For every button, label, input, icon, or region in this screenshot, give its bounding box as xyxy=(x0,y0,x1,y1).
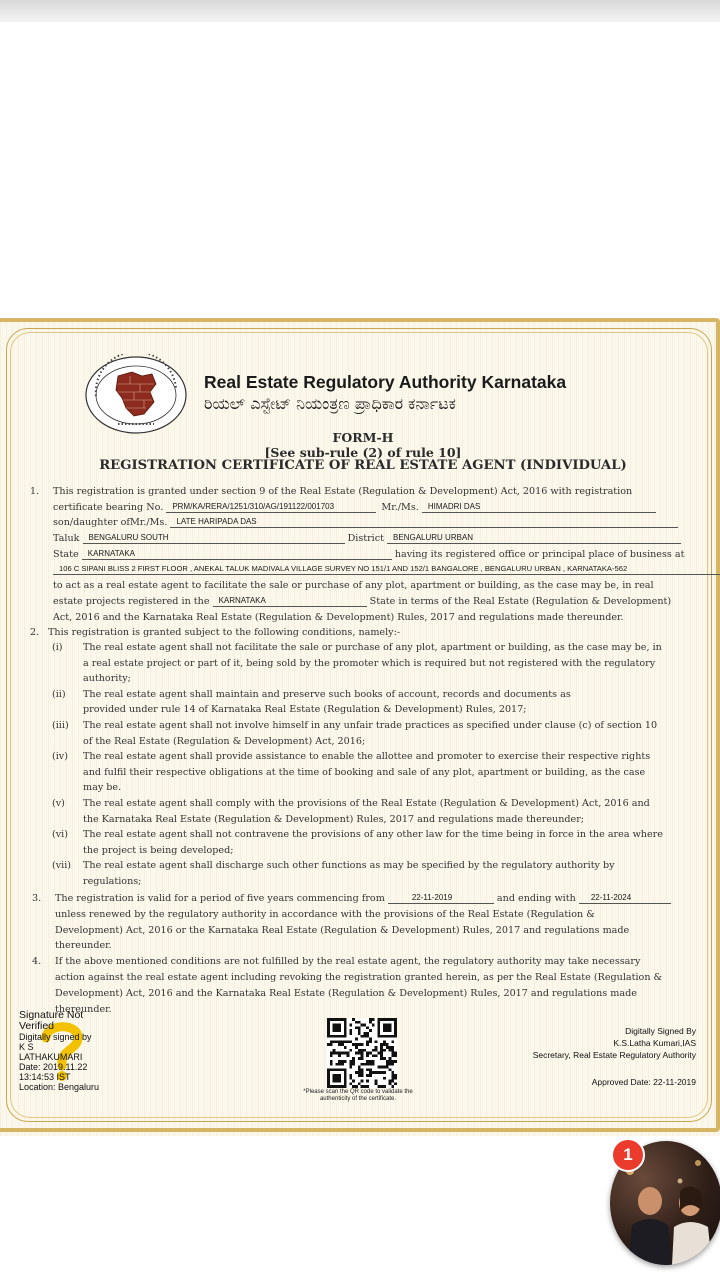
signature-line: Location: Bengaluru xyxy=(19,1082,100,1092)
para-1-line xyxy=(53,517,678,528)
taluk-value: BENGALURU SOUTH xyxy=(83,533,345,544)
project-suffix: State in terms of the Real Estate (Regulation & Development) xyxy=(369,596,672,607)
office-text: having its registered office or principal place of business at xyxy=(394,549,685,560)
para-1-line: This registration is granted under section 9 of the Real Estate (Regulation & Development) Act, 2016 with registration xyxy=(53,486,633,497)
validity-start-date: 22-11-2019 xyxy=(388,893,494,904)
registration-number: PRM/KA/RERA/1251/310/AG/191122/001703 xyxy=(166,502,376,513)
salutation-label: Mr./Ms. xyxy=(381,502,419,513)
form-title: FORM-H xyxy=(332,430,394,445)
condition-number: (iv) xyxy=(52,751,68,763)
para-3-line: unless renewed by the regulatory authority in accordance with the provisions of the Real Estate (Regulation & xyxy=(55,909,595,920)
para-3-line xyxy=(55,893,671,904)
qr-instruction: *Please scan the QR code to validate the authenticity of the certificate. xyxy=(303,1089,413,1102)
signature-status: Signature Not Verified xyxy=(19,1009,84,1032)
condition-line: provided under rule 14 of Karnataka Real Estate (Regulation & Development) Rules, 2017; xyxy=(83,704,527,716)
qr-code xyxy=(326,1018,398,1088)
condition-line: The real estate agent shall comply with the provisions of the Real Estate (Regulation & Development) Act, 2016 and xyxy=(83,798,650,809)
condition-number: (vi) xyxy=(52,829,68,841)
parent-label: son/daughter ofMr./Ms. xyxy=(53,517,168,528)
signatory-line: Digitally Signed By xyxy=(625,1026,696,1036)
para-3-line: thereunder. xyxy=(55,940,112,951)
notification-count-badge: 1 xyxy=(611,1138,645,1172)
digital-signature-block xyxy=(19,1010,99,1092)
condition-line: and fulfil their respective obligations at the time of booking and sale of any plot, apartment or building, as the case xyxy=(83,766,646,778)
signatory-line: K.S.Latha Kumari,IAS xyxy=(613,1038,696,1048)
condition-line: The real estate agent shall maintain and preserve such books of account, records and documents as xyxy=(83,688,571,700)
parent-name: LATE HARIPADA DAS xyxy=(170,517,678,528)
para-4-number: 4. xyxy=(32,956,42,967)
signatory-line: Secretary, Real Estate Regulatory Authority xyxy=(532,1050,696,1060)
signature-line: Digitally signed by xyxy=(19,1032,92,1042)
condition-line: may be. xyxy=(83,782,122,794)
para-3-number: 3. xyxy=(32,893,42,904)
signatory-block xyxy=(533,1025,696,1061)
district-value: BENGALURU URBAN xyxy=(387,533,681,544)
para-1-line: Act, 2016 and the Karnataka Real Estate (Regulation & Development) Rules, 2017 and regulations made thereunder. xyxy=(53,612,624,623)
para-1-line: to act as a real estate agent to facilitate the sale or purchase of any plot, apartment or building, as the case may be, in real xyxy=(53,580,654,591)
certificate-title: REGISTRATION CERTIFICATE OF REAL ESTATE AGENT (INDIVIDUAL) xyxy=(99,458,627,473)
condition-line: the Karnataka Real Estate (Regulation & Development) Rules, 2017 and regulations made thereunder; xyxy=(83,813,585,825)
district-label: District xyxy=(347,533,384,544)
certificate-image xyxy=(0,318,720,1136)
para-1-line xyxy=(53,564,720,575)
signature-line: K S xyxy=(19,1042,34,1052)
validity-mid: and ending with xyxy=(496,893,576,904)
para-2-number: 2. xyxy=(30,627,40,638)
validity-end-date: 22-11-2024 xyxy=(579,893,671,904)
condition-line: The real estate agent shall not contravene the provisions of any other law for the time being in force in the area where xyxy=(83,829,663,841)
condition-line: of the Real Estate (Regulation & Development) Act, 2016; xyxy=(83,735,366,747)
sub-rule-reference: [See sub-rule (2) of rule 10] xyxy=(264,445,462,460)
taluk-label: Taluk xyxy=(53,533,80,544)
para-2-intro: This registration is granted subject to the following conditions, namely:- xyxy=(48,627,401,638)
para-4-line: If the above mentioned conditions are not fulfilled by the real estate agent, the regulatory authority may take necessary xyxy=(55,956,641,967)
para-1-line xyxy=(53,502,656,513)
signature-line: LATHAKUMARI xyxy=(19,1052,83,1062)
para-1-line xyxy=(53,533,681,544)
project-state: KARNATAKA xyxy=(213,596,367,607)
condition-number: (iii) xyxy=(52,720,69,731)
condition-line: authority; xyxy=(83,673,131,685)
business-address: 106 C SIPANI BLISS 2 FIRST FLOOR , ANEKAL TALUK MADIVALA VILLAGE SURVEY NO 151/1 AND 152/1 BANGALORE , BENGALURU URBAN , KARNATAKA-562 xyxy=(53,564,720,575)
authority-name-english: Real Estate Regulatory Authority Karnataka xyxy=(204,372,567,392)
para-4-line: thereunder. xyxy=(55,1004,112,1015)
condition-line: The real estate agent shall discharge such other functions as may be specified by the regulatory authority by xyxy=(83,860,615,872)
para-4-line: action against the real estate agent including revoking the registration granted herein, as per the Real Estate (Regulation & xyxy=(55,972,663,983)
para-3-line: Development) Act, 2016 or the Karnataka Real Estate (Regulation & Development) Rules, 2017 and regulations made xyxy=(55,925,630,936)
para-4-line: Development) Act, 2016 and the Karnataka Real Estate (Regulation & Development) Rules, 2017 and regulations made xyxy=(55,988,637,999)
condition-line: the project is being developed; xyxy=(83,844,234,856)
condition-number: (ii) xyxy=(52,688,66,700)
approved-date: Approved Date: 22-11-2019 xyxy=(591,1077,696,1087)
para-1-line xyxy=(53,549,684,560)
state-value: KARNATAKA xyxy=(82,549,392,560)
condition-line: The real estate agent shall provide assistance to enable the allottee and promoter to exercise their respective rights xyxy=(83,751,651,763)
signature-line: Date: 2019.11.22 xyxy=(19,1062,88,1072)
condition-line: a real estate project or part of it, being sold by the promoter which is required but not registered with the regulatory xyxy=(83,657,656,669)
project-prefix: estate projects registered in the xyxy=(53,596,210,607)
validity-prefix: The registration is valid for a period of five years commencing from xyxy=(55,893,385,904)
agent-name: HIMADRI DAS xyxy=(422,502,656,513)
condition-number: (vii) xyxy=(52,860,72,872)
top-status-strip xyxy=(0,0,720,22)
authority-name-kannada: ರಿಯಲ್ ಎಸ್ಟೇಟ್ ನಿಯಂತ್ರಣ ಪ್ರಾಧಿಕಾರ ಕರ್ನಾಟಕ xyxy=(204,394,456,413)
para-1-line xyxy=(53,596,671,607)
condition-line: The real estate agent shall not involve himself in any unfair trade practices as specified under clause (c) of section 10 xyxy=(83,720,658,731)
condition-line: The real estate agent shall not facilitate the sale or purchase of any plot, apartment or building, as the case may be, in xyxy=(83,642,662,653)
condition-line: regulations; xyxy=(83,876,142,887)
signature-line: 13:14:53 IST xyxy=(19,1072,71,1082)
certificate-body xyxy=(0,318,720,1136)
condition-number: (i) xyxy=(52,642,63,653)
para-1-number: 1. xyxy=(30,486,40,497)
cert-no-label: certificate bearing No. xyxy=(53,502,164,513)
state-label: State xyxy=(53,549,79,560)
condition-number: (v) xyxy=(52,798,65,809)
